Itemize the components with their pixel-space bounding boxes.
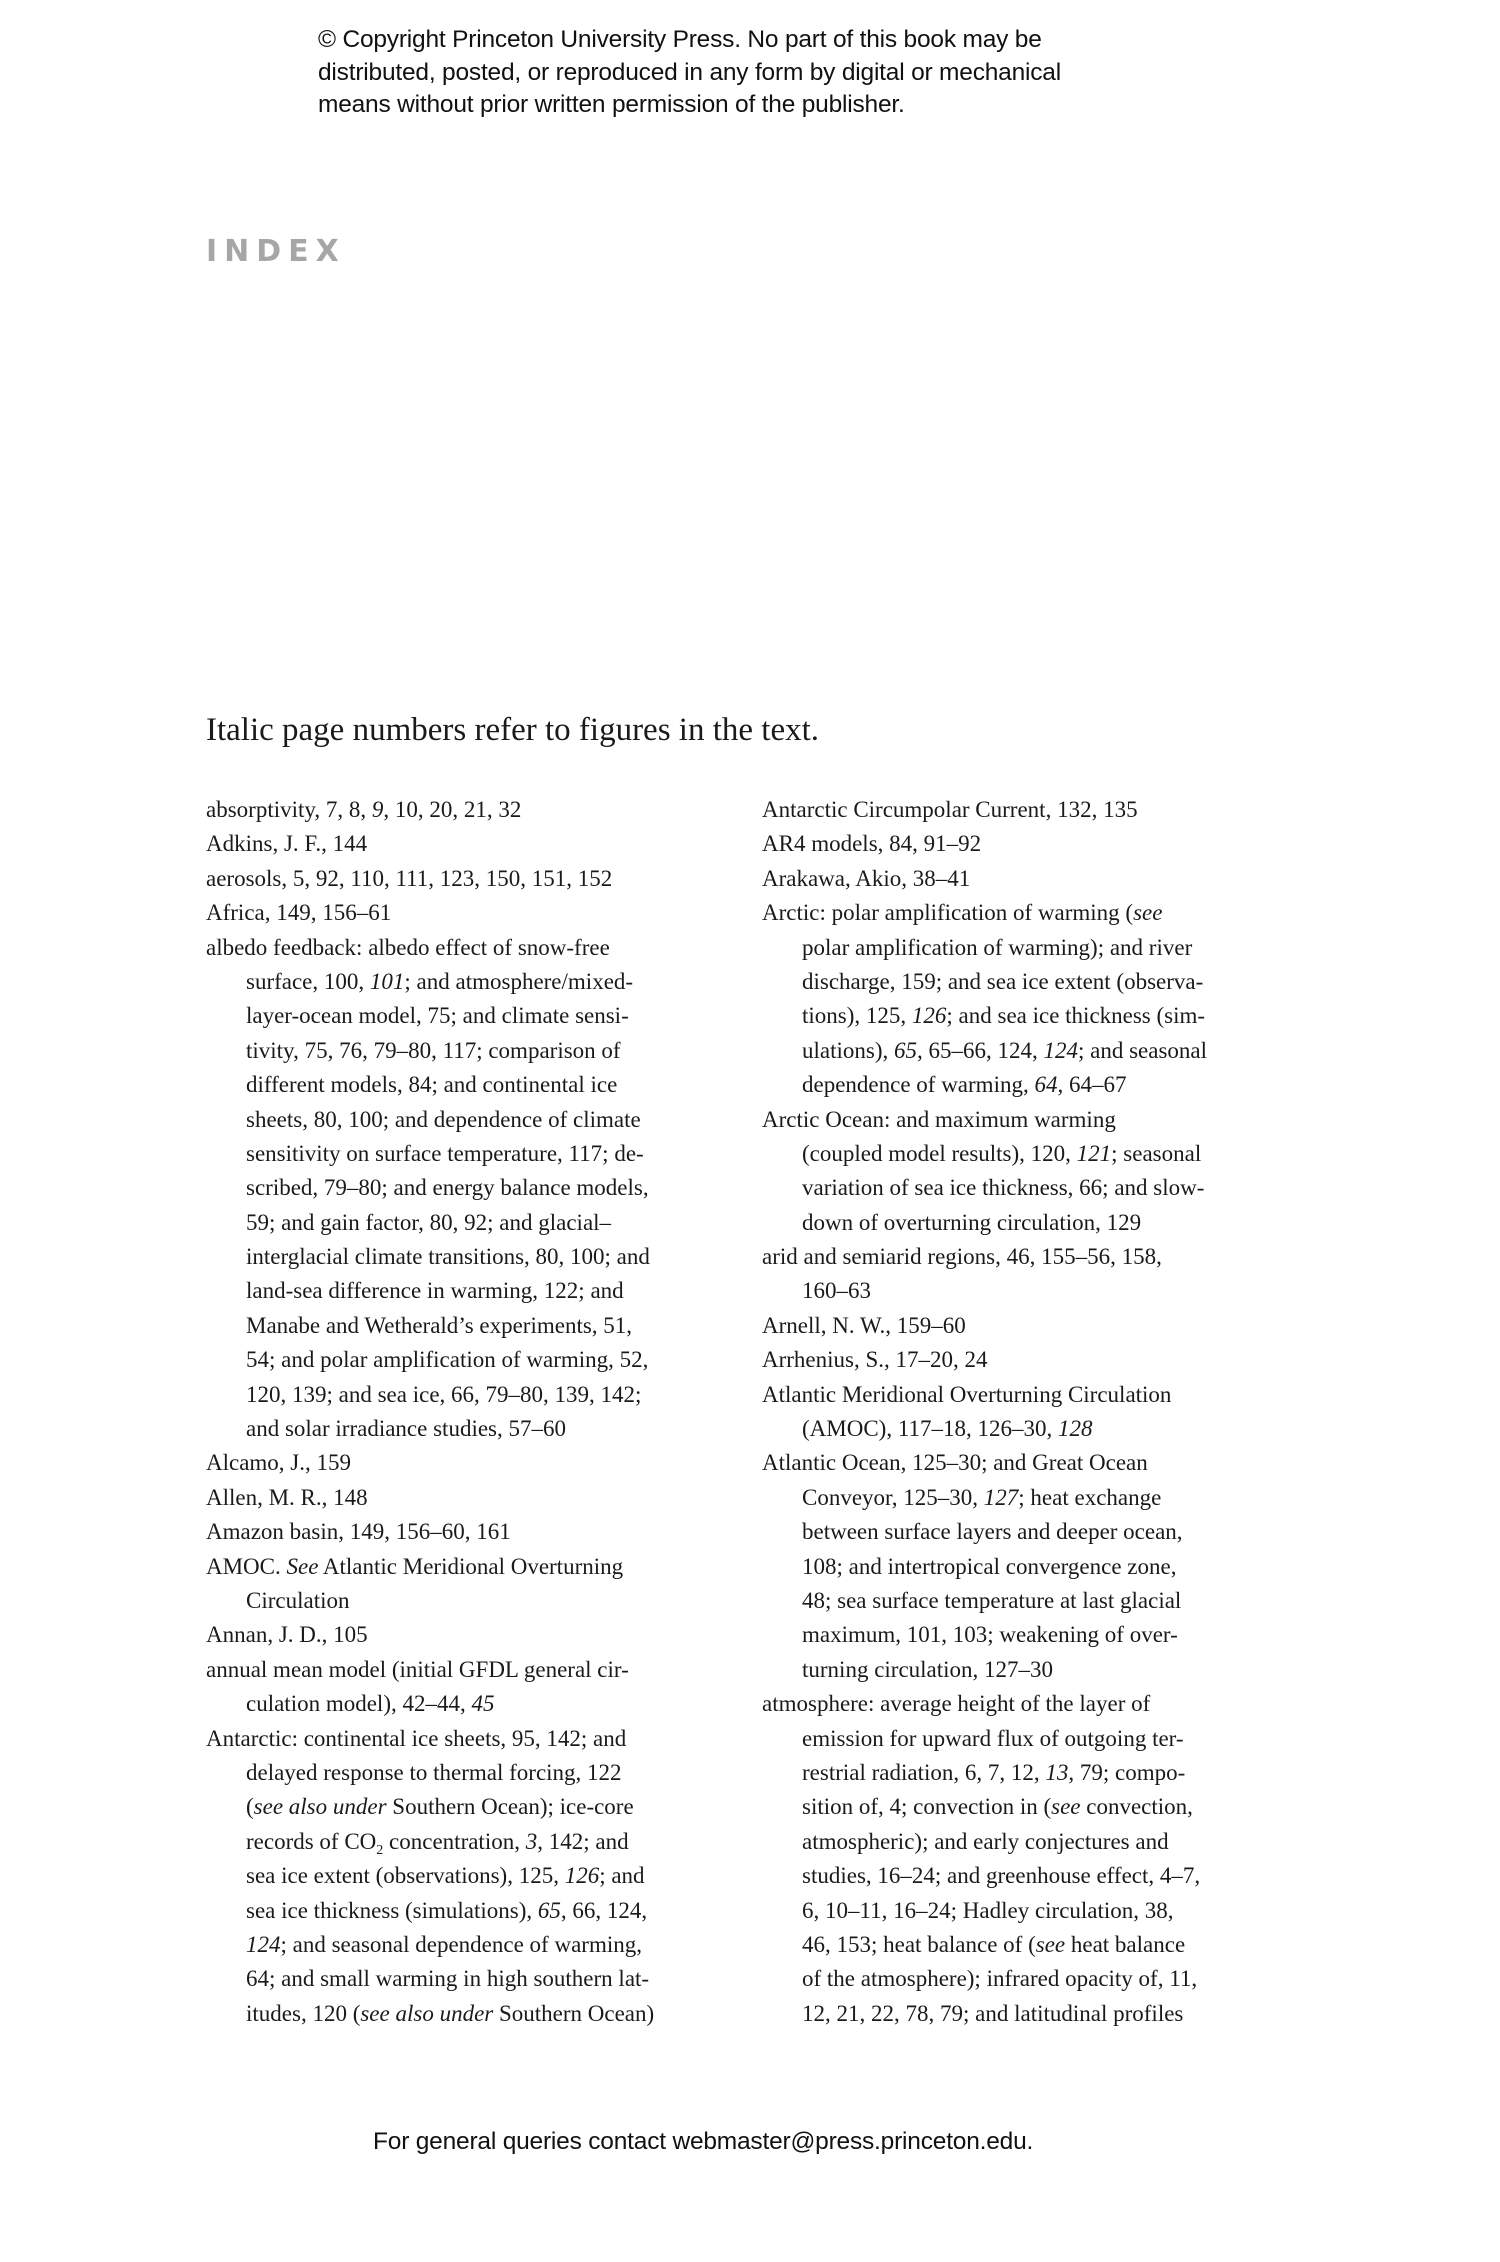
index-entry: Arnell, N. W., 159–60 — [762, 1312, 966, 1338]
index-entry: Alcamo, J., 159 — [206, 1450, 352, 1476]
index-entry-continuation: (coupled model results), 120, 121; seasonal — [802, 1140, 1202, 1166]
page-title: INDEX — [206, 234, 346, 269]
index-entry: Arctic: polar amplification of warming (see — [762, 900, 1163, 926]
index-entry: Antarctic: continental ice sheets, 95, 142; and — [206, 1725, 627, 1751]
index-entry: Amazon basin, 149, 156–60, 161 — [206, 1519, 511, 1545]
index-entry: annual mean model (initial GFDL general cir- — [206, 1656, 629, 1682]
index-entry-continuation: 160–63 — [802, 1278, 871, 1304]
index-entry-continuation: of the atmosphere); infrared opacity of, 11, — [802, 1966, 1198, 1992]
index-entry-continuation: restrial radiation, 6, 7, 12, 13, 79; compo- — [802, 1759, 1186, 1785]
index-entry-continuation: dependence of warming, 64, 64–67 — [802, 1072, 1127, 1098]
index-entry-continuation: 64; and small warming in high southern lat- — [246, 1966, 650, 1992]
index-right-column — [762, 793, 1302, 2031]
index-entry-continuation: (AMOC), 117–18, 126–30, 128 — [802, 1416, 1093, 1442]
index-entry: Allen, M. R., 148 — [206, 1484, 368, 1510]
index-entry-continuation: sea ice thickness (simulations), 65, 66, 124, — [246, 1897, 648, 1923]
index-entry: Antarctic Circumpolar Current, 132, 135 — [762, 797, 1138, 822]
index-entry-continuation: scribed, 79–80; and energy balance models, — [246, 1175, 649, 1201]
index-entry-continuation: emission for upward flux of outgoing ter- — [802, 1725, 1184, 1751]
index-entry: atmosphere: average height of the layer of — [762, 1691, 1151, 1717]
index-entry-continuation: 54; and polar amplification of warming, 52, — [246, 1347, 649, 1373]
index-entry-continuation: records of $CO_2$ concentration, 3, 142; and — [246, 1828, 629, 1858]
copyright-line: distributed, posted, or reproduced in any form by digital or mechanical — [318, 58, 1061, 86]
index-entry-continuation: different models, 84; and continental ice — [246, 1072, 618, 1098]
index-entry-continuation: polar amplification of warming); and river — [802, 934, 1193, 960]
index-entry-continuation: down of overturning circulation, 129 — [802, 1209, 1142, 1235]
index-entry-continuation: 6, 10–11, 16–24; Hadley circulation, 38, — [802, 1897, 1174, 1923]
index-entry: Africa, 149, 156–61 — [206, 900, 392, 926]
index-entry-continuation: delayed response to thermal forcing, 122 — [246, 1759, 622, 1785]
index-entry-continuation: between surface layers and deeper ocean, — [802, 1519, 1183, 1545]
index-entry-continuation: sea ice extent (observations), 125, 126; and — [246, 1863, 645, 1889]
index-entry-continuation: land-sea difference in warming, 122; and — [246, 1278, 624, 1304]
index-entry-continuation: sheets, 80, 100; and dependence of climate — [246, 1106, 641, 1132]
index-entry-continuation: 108; and intertropical convergence zone, — [802, 1553, 1177, 1579]
index-entry-continuation: variation of sea ice thickness, 66; and slow- — [802, 1175, 1205, 1201]
index-entry-continuation: atmospheric); and early conjectures and — [802, 1828, 1169, 1854]
index-entry-continuation: surface, 100, 101; and atmosphere/mixed- — [246, 968, 634, 994]
index-entry-continuation: 12, 21, 22, 78, 79; and latitudinal profiles — [802, 2000, 1184, 2026]
index-entry-continuation: 124; and seasonal dependence of warming, — [246, 1931, 642, 1957]
index-entry: Arctic Ocean: and maximum warming — [762, 1106, 1116, 1132]
index-entry-continuation: turning circulation, 127–30 — [802, 1656, 1054, 1682]
index-entry: AR4 models, 84, 91–92 — [762, 831, 982, 857]
index-entry: absorptivity, 7, 8, 9, 10, 20, 21, 32 — [206, 797, 522, 822]
index-entry: Atlantic Ocean, 125–30; and Great Ocean — [762, 1450, 1148, 1476]
index-entry-continuation: studies, 16–24; and greenhouse effect, 4–7, — [802, 1863, 1201, 1889]
index-entry-continuation: Manabe and Wetherald’s experiments, 51, — [246, 1312, 633, 1338]
copyright-line: means without prior written permission of the publisher. — [318, 91, 905, 118]
index-entry-continuation: 46, 153; heat balance of (see heat balance — [802, 1931, 1186, 1957]
index-entry-continuation: and solar irradiance studies, 57–60 — [246, 1416, 566, 1442]
index-entry: Annan, J. D., 105 — [206, 1622, 368, 1648]
index-entry-continuation: 120, 139; and sea ice, 66, 79–80, 139, 142; — [246, 1381, 642, 1407]
index-entry-continuation: sensitivity on surface temperature, 117; de- — [246, 1140, 644, 1166]
index-entry: Arrhenius, S., 17–20, 24 — [762, 1347, 988, 1373]
index-entry-continuation: tions), 125, 126; and sea ice thickness (sim- — [802, 1003, 1206, 1029]
index-entry-continuation: layer-ocean model, 75; and climate sensi- — [246, 1003, 629, 1029]
index-entry-continuation: interglacial climate transitions, 80, 100; and — [246, 1244, 650, 1270]
index-left-column — [206, 793, 746, 2031]
index-entry: Atlantic Meridional Overturning Circulation — [762, 1381, 1172, 1407]
copyright-notice — [318, 24, 1218, 122]
index-entry-continuation: sition of, 4; convection in (see convection, — [802, 1794, 1193, 1820]
index-entry-continuation: itudes, 120 (see also under Southern Ocean) — [246, 2000, 655, 2026]
index-entry-continuation: maximum, 101, 103; weakening of over- — [802, 1622, 1178, 1648]
italic-note: Italic page numbers refer to figures in the text. — [206, 712, 820, 748]
index-entry-continuation: Conveyor, 125–30, 127; heat exchange — [802, 1484, 1162, 1510]
index-entry-continuation: tivity, 75, 76, 79–80, 117; comparison of — [246, 1037, 621, 1063]
index-entry: aerosols, 5, 92, 110, 111, 123, 150, 151, 152 — [206, 865, 613, 891]
index-entry-continuation: Circulation — [246, 1587, 350, 1613]
index-entry-continuation: 59; and gain factor, 80, 92; and glacial– — [246, 1209, 612, 1235]
index-entry-continuation: culation model), 42–44, 45 — [246, 1691, 495, 1717]
index-entry-continuation: (see also under Southern Ocean); ice-core — [246, 1794, 634, 1820]
copyright-line: © Copyright Princeton University Press. No part of this book may be — [318, 26, 1042, 53]
index-entry: Adkins, J. F., 144 — [206, 831, 368, 857]
index-entry-continuation: discharge, 159; and sea ice extent (observa- — [802, 968, 1204, 994]
index-entry-continuation: 48; sea surface temperature at last glacial — [802, 1587, 1182, 1613]
index-entry: albedo feedback: albedo effect of snow-free — [206, 934, 610, 960]
index-entry: AMOC. See Atlantic Meridional Overturning — [206, 1553, 624, 1579]
index-entry: Arakawa, Akio, 38–41 — [762, 865, 971, 891]
index-entry: arid and semiarid regions, 46, 155–56, 158, — [762, 1244, 1162, 1270]
footer-contact: For general queries contact webmaster@press.princeton.edu. — [373, 2128, 1034, 2155]
index-entry-continuation: ulations), 65, 65–66, 124, 124; and seasonal — [802, 1037, 1208, 1063]
